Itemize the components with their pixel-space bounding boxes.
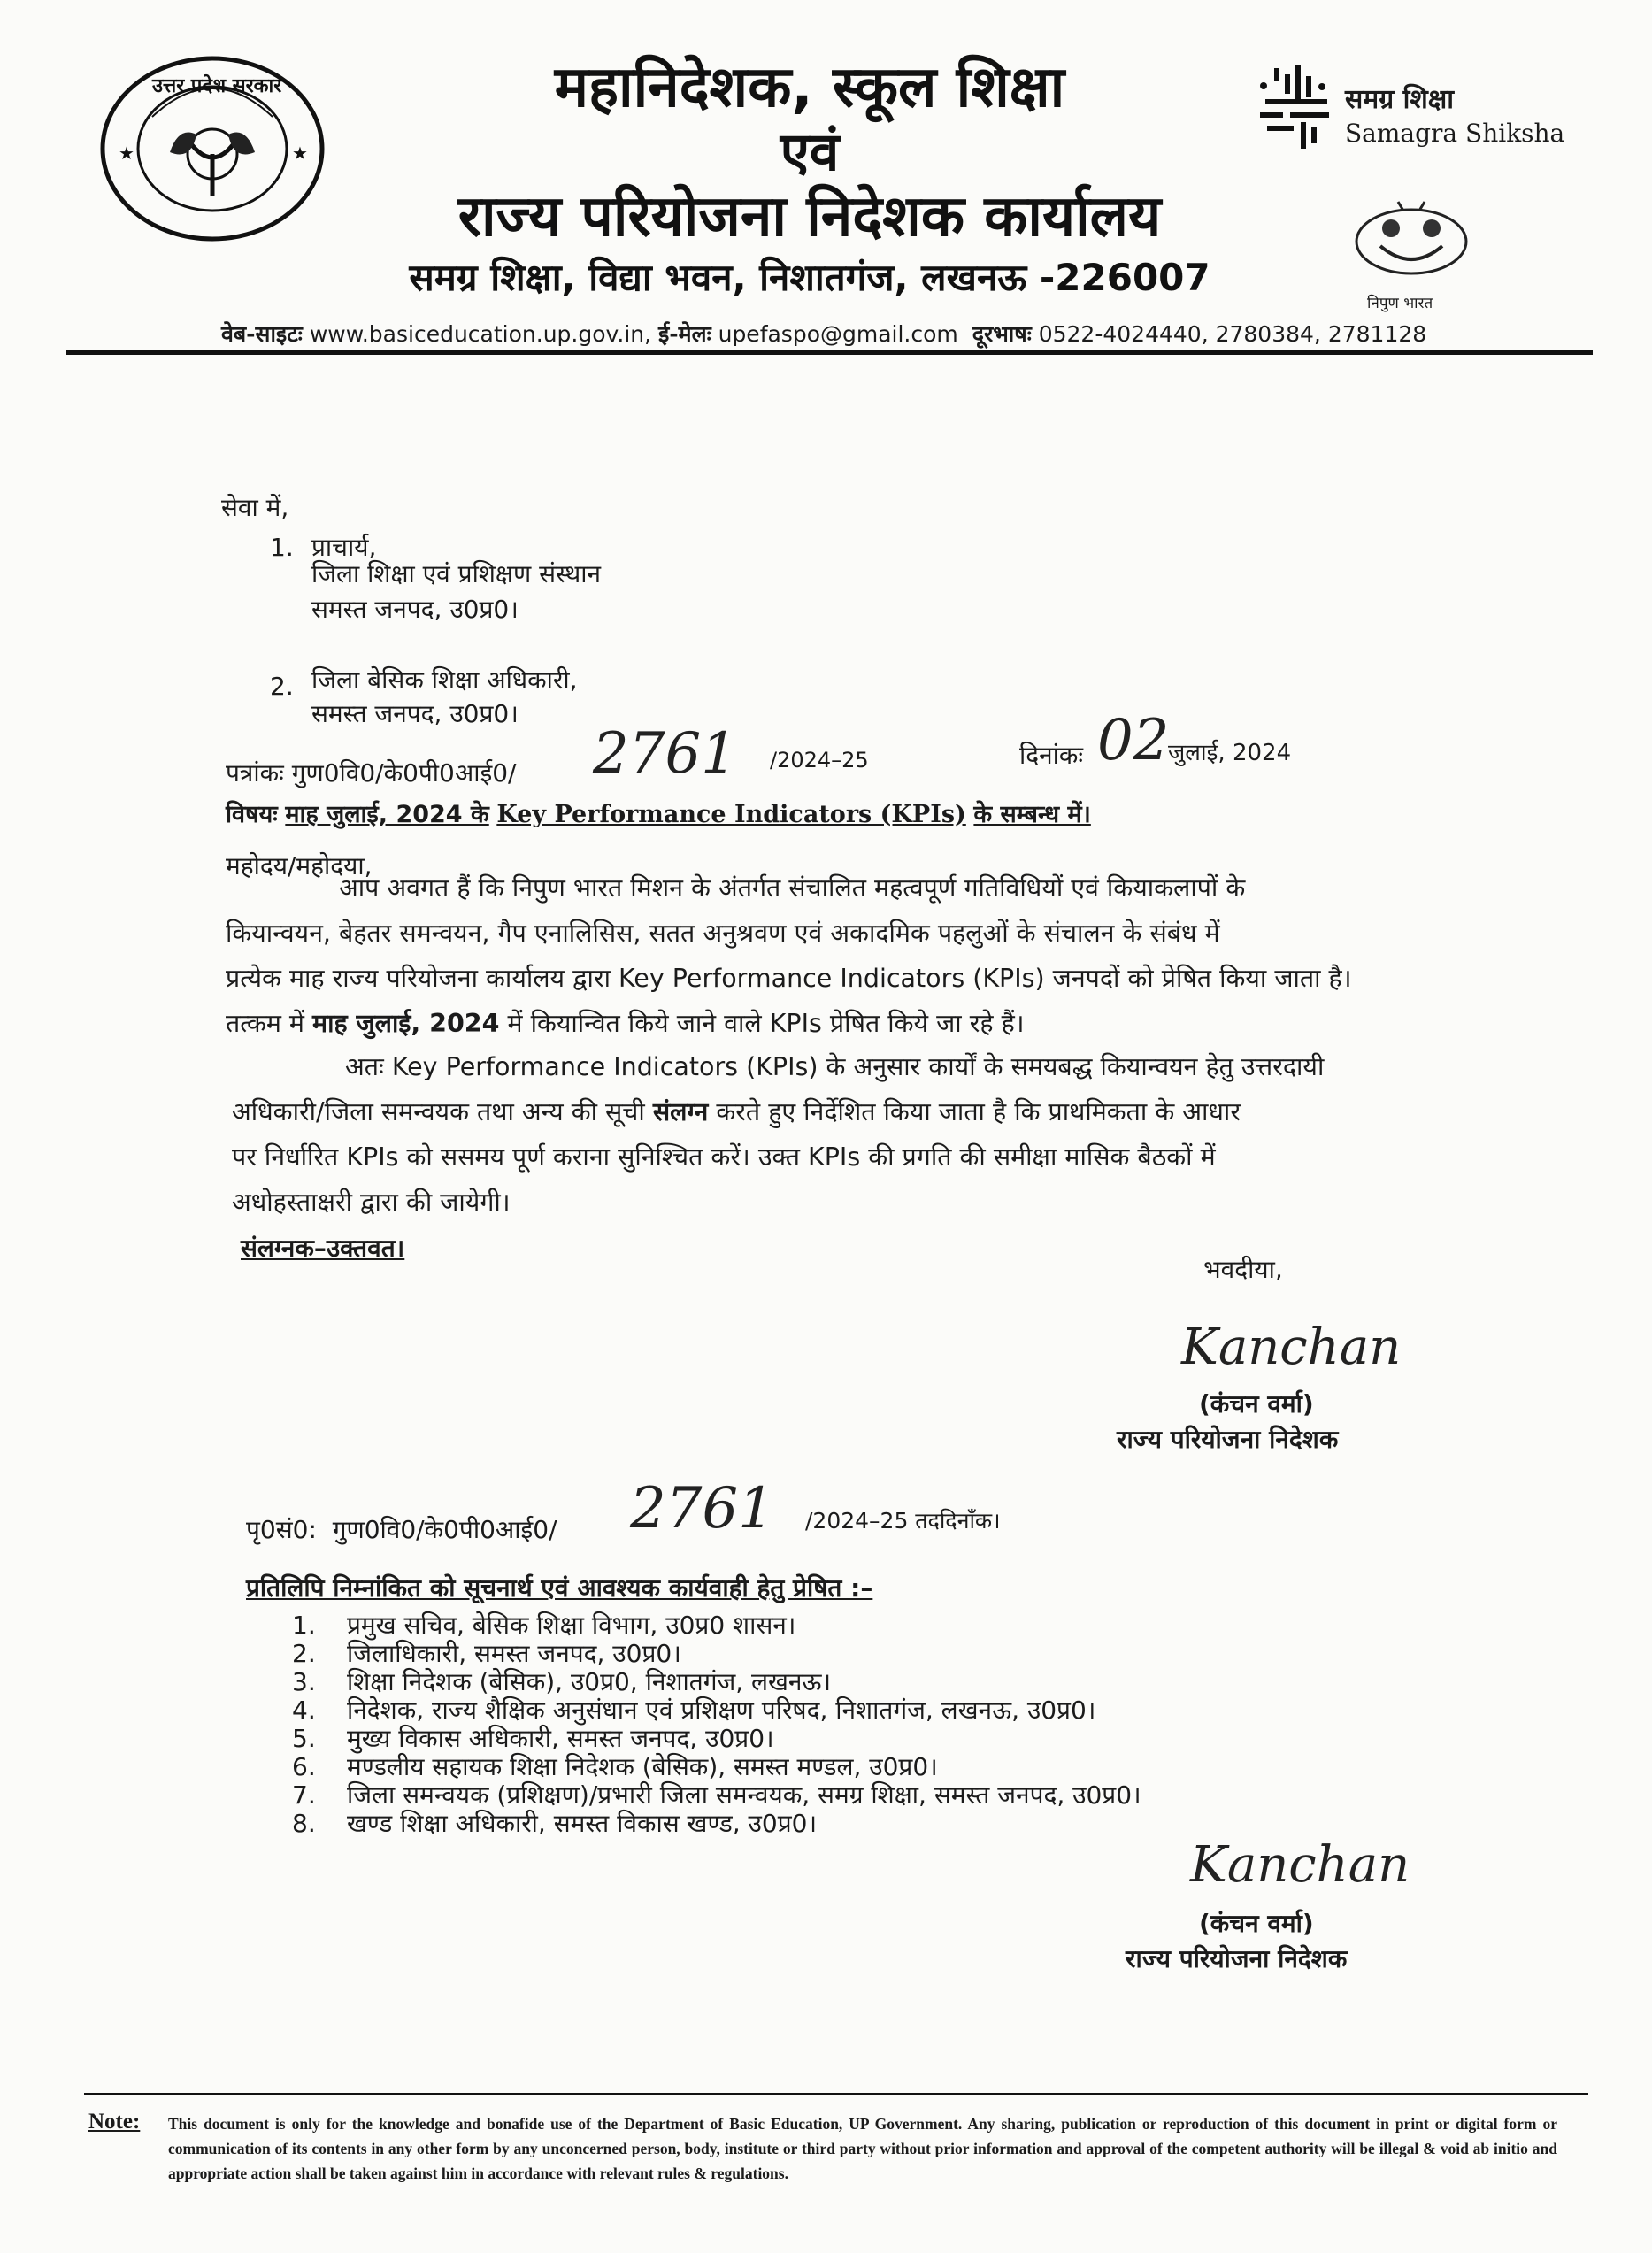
list-item: 5. मुख्य विकास अधिकारी, समस्त जनपद, उ0प्र0। xyxy=(292,1724,774,1753)
para2-line-3: पर निर्धारित KPIs को ससमय पूर्ण कराना सुनिश्चित करें। उक्त KPIs की प्रगति की समीक्षा मासिक बैठकों में xyxy=(232,1142,1216,1172)
list-item: 8. खण्ड शिक्षा अधिकारी, समस्त विकास खण्ड, उ0प्र0। xyxy=(292,1809,818,1838)
copy-ref-suffix: /2024–25 तददिनाँक। xyxy=(805,1508,1001,1534)
paragraph-2 xyxy=(232,1044,1440,1225)
signatory-designation-2: राज्य परियोजना निदेशक xyxy=(1126,1944,1348,1973)
nipun-bharat-text: निपुण भारत xyxy=(1367,295,1433,312)
date-rest: जुलाई, 2024 xyxy=(1168,740,1292,766)
addressee-2-number: 2. xyxy=(270,672,294,701)
para2-line-2a: अधिकारी/जिला समन्वयक तथा अन्य की सूची xyxy=(232,1097,645,1126)
subject-line xyxy=(226,798,1091,832)
seal-text: उत्तर प्रदेश सरकार xyxy=(152,75,282,97)
list-item: 3. शिक्षा निदेशक (बेसिक), उ0प्र0, निशातगंज, लखनऊ। xyxy=(292,1667,832,1696)
title-line-2: एवं xyxy=(780,121,840,183)
copy-reference xyxy=(246,1513,557,1547)
copy-list xyxy=(292,1609,1354,1838)
copy-heading: प्रतिलिपि निम्नांकित को सूचनार्थ एवं आवश्यक कार्यवाही हेतु प्रेषित :– xyxy=(246,1573,873,1603)
email: upefaspo@gmail.com xyxy=(718,321,958,347)
copy-ref-label: पृ0सं0: xyxy=(246,1515,317,1544)
up-government-seal xyxy=(99,55,326,242)
para1-line-1: आप अवगत हैं कि निपुण भारत मिशन के अंतर्गत संचालित महत्वपूर्ण गतिविधियों एवं कियाकलापों के xyxy=(339,873,1246,903)
web-label: वेब-साइटः xyxy=(221,321,303,347)
signature-2: Kanchan xyxy=(1190,1836,1410,1894)
note-label: Note: xyxy=(88,2110,141,2134)
handwritten-letter-number: 2761 xyxy=(593,721,737,787)
para1-line-4 xyxy=(226,1001,1433,1046)
patrank-prefix: गुण0वि0/के0पी0आई0/ xyxy=(291,758,517,788)
greeting: महोदय/महोदया, xyxy=(226,851,373,880)
letter-reference xyxy=(226,757,516,790)
office-address: समग्र शिक्षा, विद्या भवन, निशातगंज, लखनऊ -226007 xyxy=(409,256,1210,299)
handwritten-date: 02 xyxy=(1097,708,1170,773)
signature-1: Kanchan xyxy=(1181,1319,1402,1376)
para1-line-4a: तत्कम में xyxy=(226,1009,304,1038)
signatory-name-2: (कंचन वर्मा) xyxy=(1199,1909,1314,1938)
svg-text:★: ★ xyxy=(292,142,308,164)
title-line-1: महानिदेशक, स्कूल शिक्षा xyxy=(554,55,1065,120)
closing: भवदीया, xyxy=(1203,1255,1283,1284)
addressee-1-number: 1. xyxy=(270,533,294,562)
para1-line-4b: माह जुलाई, 2024 xyxy=(312,1009,500,1038)
website: www.basiceducation.up.gov.in, xyxy=(309,321,652,347)
title-line-3: राज्य परियोजना निदेशक कार्यालय xyxy=(457,184,1162,250)
subject-label: विषयः xyxy=(226,801,278,828)
signatory-designation-1: राज्य परियोजना निदेशक xyxy=(1117,1425,1339,1454)
para1-line-3: प्रत्येक माह राज्य परियोजना कार्यालय द्वारा Key Performance Indicators (KPIs) जनपदों को प्रेषित किया जाता है। xyxy=(226,964,1352,993)
copy-ref-prefix: गुण0वि0/के0पी0आई0/ xyxy=(332,1515,557,1544)
subject-text-2: Key Performance Indicators (KPIs) xyxy=(496,801,966,828)
letter-year: /2024–25 xyxy=(770,748,869,773)
addressee-2-line-1: जिला बेसिक शिक्षा अधिकारी, xyxy=(311,665,578,695)
list-item: 2. जिलाधिकारी, समस्त जनपद, उ0प्र0। xyxy=(292,1639,681,1668)
addressee-2-line-2: समस्त जनपद, उ0प्र0। xyxy=(311,699,519,728)
header-divider xyxy=(66,350,1593,355)
note-text: This document is only for the knowledge and bonafide use of the Department of Basic Education, UP Government. Any sharing, publication or reproduction of this document in print or digital form or communication of its contents in any other form by any unconcerned person, body, institute or third party without prior information and approval of the competent authority will be illegal & void ab initio and appropriate action shall be taken against him in accordance with relevant rules & regulations. xyxy=(168,2115,1557,2182)
subject-text-3: के सम्बन्ध में। xyxy=(973,801,1091,828)
list-item: 4. निदेशक, राज्य शैक्षिक अनुसंधान एवं प्रशिक्षण परिषद, निशातगंज, लखनऊ, उ0प्र0। xyxy=(292,1696,1096,1725)
phone: 0522-4024440, 2780384, 2781128 xyxy=(1038,321,1427,347)
date-label: दिनांकः xyxy=(1019,741,1084,770)
samagra-shiksha-logo xyxy=(1256,64,1336,152)
para2-line-2c: करते हुए निर्देशित किया जाता है कि प्राथमिकता के आधार xyxy=(716,1097,1241,1126)
addressee-1-line-1: प्राचार्य, xyxy=(311,533,377,562)
footer-divider xyxy=(84,2093,1588,2095)
enclosure-note: संलग्नक–उक्तवत। xyxy=(241,1234,405,1263)
signatory-name-1: (कंचन वर्मा) xyxy=(1199,1389,1314,1419)
para2-line-1: अतः Key Performance Indicators (KPIs) के अनुसार कार्यों के समयबद्ध कियान्वयन हेतु उत्तरदायी xyxy=(345,1052,1325,1081)
list-item: 6. मण्डलीय सहायक शिक्षा निदेशक (बेसिक), समस्त मण्डल, उ0प्र0। xyxy=(292,1752,938,1781)
email-label: ई-मेलः xyxy=(658,321,711,347)
patrank-label: पत्रांकः xyxy=(226,758,284,788)
para1-line-2: कियान्वयन, बेहतर समन्वयन, गैप एनालिसिस, सतत अनुश्रवण एवं अकादमिक पहलुओं के संचालन के संबंध में xyxy=(226,919,1220,948)
para2-line-2b: संलग्न xyxy=(652,1097,709,1126)
contact-line xyxy=(221,319,1451,349)
samagra-shiksha-hindi: समग्र शिक्षा xyxy=(1345,84,1455,115)
salutation-to: सेवा में, xyxy=(221,493,289,522)
para2-line-4: अधोहस्ताक्षरी द्वारा की जायेगी। xyxy=(232,1188,511,1217)
handwritten-copy-number: 2761 xyxy=(630,1476,774,1542)
para1-line-4c: में कियान्वित किये जाने वाले KPIs प्रेषित किये जा रहे हैं। xyxy=(507,1009,1025,1038)
list-item: 1. प्रमुख सचिव, बेसिक शिक्षा विभाग, उ0प्र0 शासन। xyxy=(292,1611,796,1640)
list-item: 7. जिला समन्वयक (प्रशिक्षण)/प्रभारी जिला समन्वयक, समग्र शिक्षा, समस्त जनपद, उ0प्र0। xyxy=(292,1780,1141,1810)
para2-line-2 xyxy=(232,1089,1440,1134)
paragraph-1 xyxy=(226,865,1433,1046)
nipun-bharat-logo xyxy=(1345,193,1478,281)
addressee-1-line-2: जिला शिक्षा एवं प्रशिक्षण संस्थान xyxy=(311,559,602,588)
addressee-1-line-3: समस्त जनपद, उ0प्र0। xyxy=(311,595,519,624)
svg-text:★: ★ xyxy=(119,142,134,164)
phone-label: दूरभाषः xyxy=(972,321,1032,347)
subject-text-1: माह जुलाई, 2024 के xyxy=(285,801,489,828)
samagra-shiksha-english: Samagra Shiksha xyxy=(1345,119,1565,148)
